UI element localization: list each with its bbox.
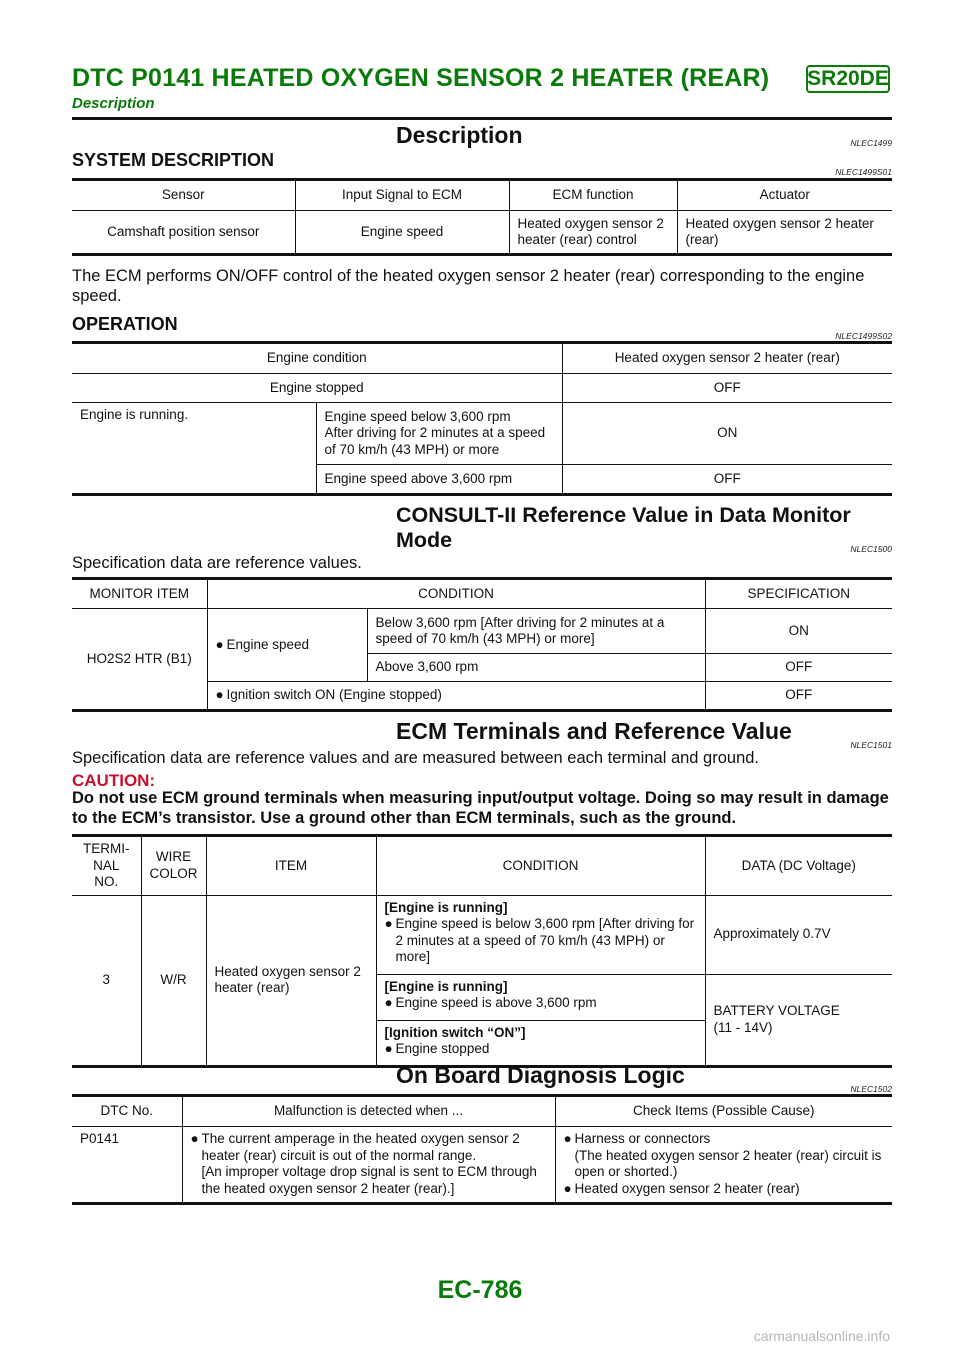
col-header-wire: WIRE COLOR: [141, 836, 206, 896]
condition-title: [Ignition switch “ON”]: [384, 1024, 526, 1040]
engine-speed-label: Engine speed: [226, 636, 310, 652]
condition-text: Engine stopped: [395, 1041, 490, 1056]
col-header-check-items: Check Items (Possible Cause): [555, 1096, 892, 1127]
operation-ref: NLEC1499S02: [835, 331, 892, 341]
col-header-sensor: Sensor: [72, 180, 295, 211]
cell-condition-running-below: [376, 895, 705, 974]
table-row: [72, 374, 892, 403]
bullet-icon: ●: [215, 636, 224, 652]
description-paragraph: The ECM performs ON/OFF control of the heated oxygen sensor 2 heater (rear) corresponding to the engine speed.: [72, 267, 865, 305]
bullet-icon: ●: [384, 995, 393, 1010]
operation-heading: OPERATION: [72, 314, 178, 334]
page-header-title: DTC P0141 HEATED OXYGEN SENSOR 2 HEATER (REAR): [72, 64, 770, 92]
malfunction-text: The current amperage in the heated oxygen sensor 2 heater (rear) circuit is out of the normal range.: [201, 1131, 520, 1163]
bullet-icon: ●: [563, 1180, 572, 1196]
description-ref: NLEC1499: [850, 138, 892, 148]
engine-code-badge: SR20DE: [806, 65, 890, 93]
speed-below-line1: Engine speed below 3,600 rpm: [324, 408, 511, 424]
consult-ref: NLEC1500: [850, 544, 892, 554]
cell-stopped-value: OFF: [562, 374, 892, 403]
obd-ref: NLEC1502: [850, 1084, 892, 1094]
cell-above-value: OFF: [562, 465, 892, 495]
page-header-subtitle: Description: [72, 95, 155, 112]
check-item-sensor: Heated oxygen sensor 2 heater (rear): [574, 1180, 800, 1196]
description-heading: Description: [396, 122, 523, 148]
bullet-icon: ●: [384, 916, 393, 931]
cell-monitor-item: HO2S2 HTR (B1): [72, 609, 207, 711]
col-header-actuator: Actuator: [677, 180, 892, 211]
bullet-icon: ●: [384, 1041, 393, 1056]
cell-ignition-condition: [207, 682, 705, 711]
ecm-intro: Specification data are reference values and are measured between each terminal and ground.: [72, 749, 760, 767]
consult-table: [72, 577, 892, 712]
speed-below-line2: After driving for 2 minutes at a speed of 70 km/h (43 MPH) or more: [324, 425, 546, 457]
table-header-row: [72, 180, 892, 211]
col-header-dtc: DTC No.: [72, 1096, 182, 1127]
bullet-icon: ●: [190, 1131, 199, 1146]
cell-data-battery: [705, 974, 892, 1066]
obd-table: [72, 1094, 892, 1205]
col-header-malfunction: Malfunction is detected when ...: [182, 1096, 555, 1127]
cell-engine-running: Engine is running.: [72, 403, 316, 495]
cell-sensor: Camshaft position sensor: [72, 211, 295, 255]
col-header-function: ECM function: [509, 180, 677, 211]
header-rule: [72, 117, 892, 120]
col-header-terminal: TERMI-NAL NO.: [72, 836, 141, 896]
col-header-heater: Heated oxygen sensor 2 heater (rear): [562, 343, 892, 374]
check-item-harness-note: (The heated oxygen sensor 2 heater (rear) circuit is open or shorted.): [574, 1147, 882, 1179]
condition-title: [Engine is running]: [384, 978, 508, 994]
table-row: [72, 895, 892, 974]
cell-terminal-no: 3: [72, 895, 141, 1066]
operation-table: [72, 341, 892, 496]
cell-dtc: P0141: [72, 1127, 182, 1204]
cell-condition-running-above: [376, 974, 705, 1020]
cell-engine-speed: [207, 609, 367, 682]
cell-actuator: Heated oxygen sensor 2 heater (rear): [677, 211, 892, 255]
battery-voltage-line2: (11 - 14V): [713, 1019, 773, 1035]
col-header-data: DATA (DC Voltage): [705, 836, 892, 896]
condition-title: [Engine is running]: [384, 899, 508, 915]
ecm-terminal-table: [72, 834, 892, 1068]
cell-check-items: [555, 1127, 892, 1204]
obd-heading: On Board Diagnosis Logic: [396, 1062, 685, 1088]
col-header-engine-condition: Engine condition: [72, 343, 562, 374]
cell-above-condition: Above 3,600 rpm: [367, 654, 705, 682]
col-header-monitor-item: MONITOR ITEM: [72, 579, 207, 609]
cell-item: Heated oxygen sensor 2 heater (rear): [206, 895, 376, 1066]
ecm-heading: ECM Terminals and Reference Value: [396, 718, 792, 744]
table-header-row: [72, 579, 892, 609]
bullet-icon: ●: [563, 1131, 572, 1146]
condition-text: Engine speed is below 3,600 rpm [After driving for 2 minutes at a speed of 70 km/h (43 MPH) or more]: [395, 916, 695, 964]
consult-intro: Specification data are reference values.: [72, 554, 362, 572]
ecm-ref: NLEC1501: [850, 740, 892, 750]
col-header-condition: CONDITION: [376, 836, 705, 896]
cell-malfunction: [182, 1127, 555, 1204]
table-row: [72, 609, 892, 654]
cell-below-spec: ON: [705, 609, 892, 654]
battery-voltage-line1: BATTERY VOLTAGE: [713, 1003, 840, 1018]
condition-text: Engine speed is above 3,600 rpm: [395, 995, 597, 1010]
system-description-table: [72, 178, 892, 256]
col-header-condition: CONDITION: [207, 579, 705, 609]
caution-heading: CAUTION:: [72, 771, 156, 790]
col-header-input: Input Signal to ECM: [295, 180, 509, 211]
page-number: EC-786: [437, 1276, 523, 1304]
cell-speed-below: [316, 403, 562, 465]
table-header-row: [72, 343, 892, 374]
system-description-heading: SYSTEM DESCRIPTION: [72, 150, 275, 170]
consult-heading: CONSULT-II Reference Value in Data Monitor Mode: [396, 503, 851, 552]
watermark: carmanualsonline.info: [753, 1328, 890, 1344]
check-item-harness: Harness or connectors: [574, 1131, 711, 1146]
cell-ignition-spec: OFF: [705, 682, 892, 711]
malfunction-note: [An improper voltage drop signal is sent to ECM through the heated oxygen sensor 2 heater (rear).]: [201, 1164, 537, 1196]
table-header-row: [72, 1096, 892, 1127]
table-header-row: [72, 836, 892, 896]
system-description-ref: NLEC1499S01: [835, 167, 892, 177]
cell-condition-ignition: [376, 1020, 705, 1066]
cell-function: Heated oxygen sensor 2 heater (rear) control: [509, 211, 677, 255]
table-row: [72, 211, 892, 255]
cell-speed-above: Engine speed above 3,600 rpm: [316, 465, 562, 495]
cell-below-condition: Below 3,600 rpm [After driving for 2 minutes at a speed of 70 km/h (43 MPH) or more]: [367, 609, 705, 654]
bullet-icon: ●: [215, 687, 224, 703]
cell-engine-stopped: Engine stopped: [72, 374, 562, 403]
cell-data-approx: Approximately 0.7V: [705, 895, 892, 974]
col-header-item: ITEM: [206, 836, 376, 896]
table-row: [72, 1127, 892, 1204]
col-header-specification: SPECIFICATION: [705, 579, 892, 609]
cell-input: Engine speed: [295, 211, 509, 255]
table-row: [72, 403, 892, 465]
cell-below-value: ON: [562, 403, 892, 465]
cell-wire-color: W/R: [141, 895, 206, 1066]
ignition-label: Ignition switch ON (Engine stopped): [226, 687, 442, 703]
cell-above-spec: OFF: [705, 654, 892, 682]
caution-text: Do not use ECM ground terminals when measuring input/output voltage. Doing so may result in damage to the ECM’s transistor. Use a ground other than ECM terminals, such as the ground.: [72, 789, 889, 827]
